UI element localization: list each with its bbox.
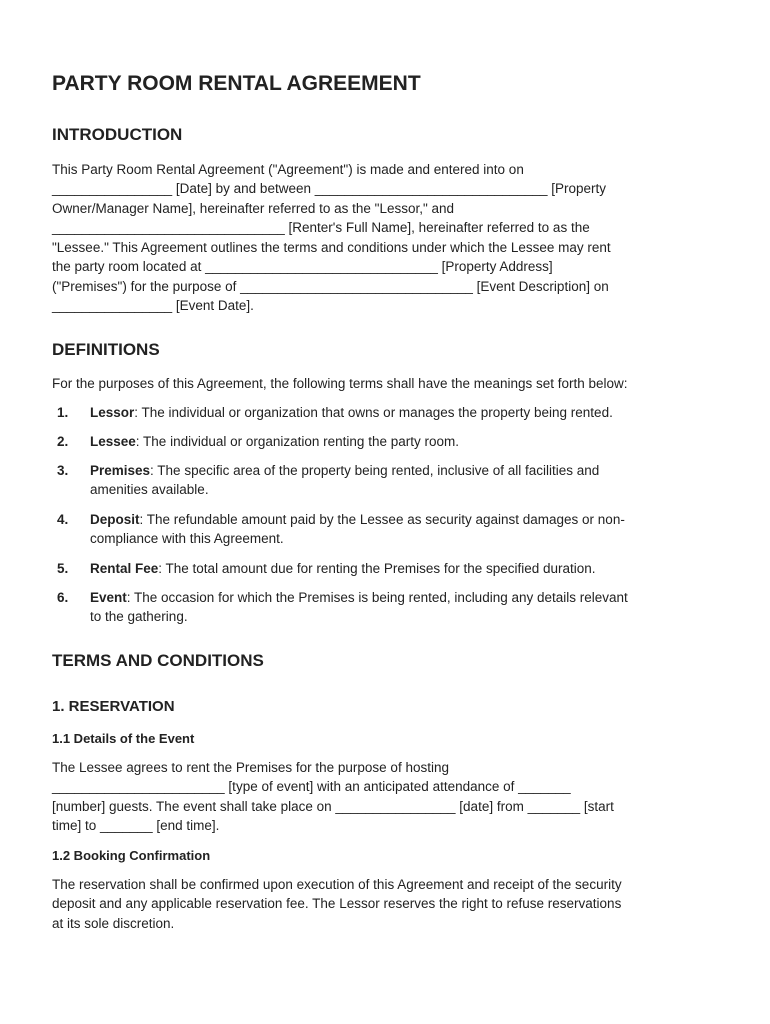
paragraph-line: The Lessee agrees to rent the Premises for the purpose of hosting — [52, 760, 449, 775]
list-number: 5. — [57, 561, 69, 576]
paragraph-line: _______________________ [type of event] with an anticipated attendance of _______ — [52, 779, 571, 794]
definition-term: Lessee — [90, 434, 136, 449]
definition-text: amenities available. — [90, 482, 209, 497]
definition-term: Rental Fee — [90, 561, 159, 576]
definition-term: Deposit — [90, 512, 140, 527]
list-number: 2. — [57, 434, 69, 449]
paragraph-line: time] to _______ [end time]. — [52, 818, 220, 833]
paragraph-line: ________________ [Event Date]. — [52, 298, 254, 313]
definition-term: Event — [90, 590, 127, 605]
paragraph-line: [number] guests. The event shall take place on ________________ [date] from _______ [start — [52, 799, 614, 814]
booking-confirmation-heading: 1.2 Booking Confirmation — [52, 848, 211, 863]
paragraph-line: The reservation shall be confirmed upon execution of this Agreement and receipt of the security — [52, 877, 622, 892]
introduction-heading: INTRODUCTION — [52, 125, 183, 144]
paragraph-line: This Party Room Rental Agreement ("Agreement") is made and entered into on — [52, 162, 524, 177]
paragraph-line: Owner/Manager Name], hereinafter referred to as the "Lessor," and — [52, 201, 455, 216]
paragraph-line: ("Premises") for the purpose of _______________________________ [Event Description] on — [52, 279, 609, 294]
definitions-heading: DEFINITIONS — [52, 340, 160, 359]
terms-heading: TERMS AND CONDITIONS — [52, 651, 264, 670]
list-number: 1. — [57, 405, 69, 420]
paragraph-line: _______________________________ [Renter's Full Name], hereinafter referred to as the — [52, 220, 590, 235]
definition-text: : The occasion for which the Premises is being rented, including any details relevant — [126, 590, 628, 605]
definition-text: : The specific area of the property being rented, inclusive of all facilities and — [150, 463, 600, 478]
definition-text: : The individual or organization that owns or manages the property being rented. — [134, 405, 613, 420]
reservation-heading: 1. RESERVATION — [52, 698, 175, 715]
definitions-intro: For the purposes of this Agreement, the following terms shall have the meanings set forth below: — [52, 376, 628, 391]
definition-text: compliance with this Agreement. — [90, 531, 284, 546]
paragraph-line: ________________ [Date] by and between _______________________________ [Property — [52, 181, 606, 196]
list-number: 6. — [57, 590, 69, 605]
definition-term: Premises — [90, 463, 151, 478]
definition-term: Lessor — [90, 405, 135, 420]
definition-text: : The individual or organization renting the party room. — [135, 434, 459, 449]
paragraph-line: deposit and any applicable reservation fee. The Lessor reserves the right to refuse reservations — [52, 896, 622, 911]
paragraph-line: at its sole discretion. — [52, 916, 175, 931]
list-number: 4. — [57, 512, 69, 527]
list-number: 3. — [57, 463, 69, 478]
definition-text: to the gathering. — [90, 609, 188, 624]
document-title: PARTY ROOM RENTAL AGREEMENT — [52, 72, 421, 95]
paragraph-line: the party room located at _______________________________ [Property Address] — [52, 259, 553, 274]
paragraph-line: "Lessee." This Agreement outlines the terms and conditions under which the Lessee may rent — [52, 240, 611, 255]
definition-text: : The refundable amount paid by the Lessee as security against damages or non- — [139, 512, 625, 527]
definition-text: : The total amount due for renting the Premises for the specified duration. — [158, 561, 596, 576]
event-details-heading: 1.1 Details of the Event — [52, 731, 195, 746]
